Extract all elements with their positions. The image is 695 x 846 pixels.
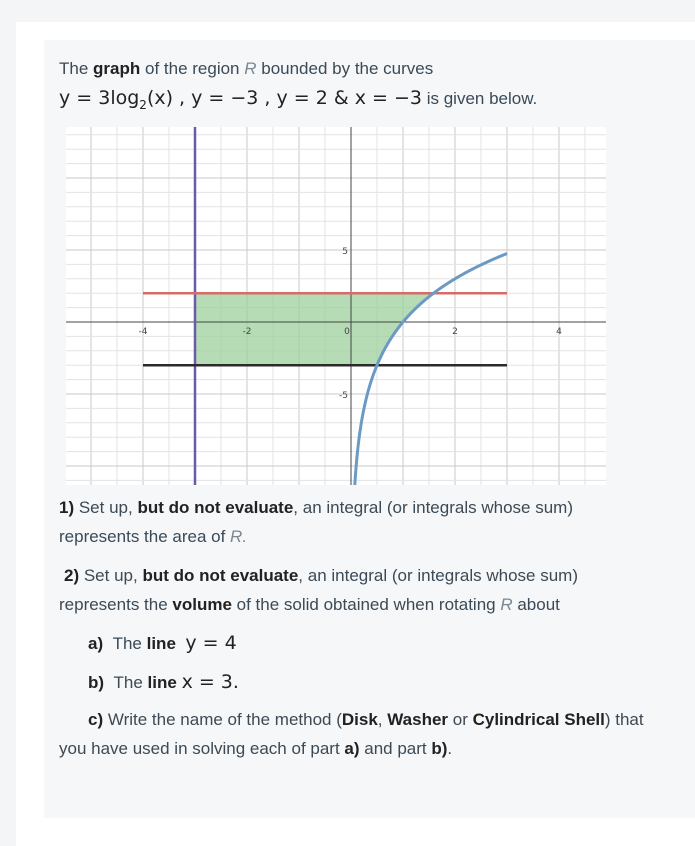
q1-line-1 xyxy=(59,497,573,519)
y-tick-label: 5 xyxy=(342,247,348,257)
intro-text: bounded by the curves xyxy=(256,59,434,78)
method-disk: Disk xyxy=(341,710,378,729)
q2-text: of the solid obtained when rotating xyxy=(231,595,501,614)
q1-text: Set up, xyxy=(74,498,138,517)
q1-text: , an integral (or integrals whose sum) xyxy=(293,498,573,517)
ref-part-b: b) xyxy=(431,739,448,758)
q1-number: 1) xyxy=(59,498,75,517)
part-c-line-2 xyxy=(59,738,452,760)
intro-text: of the region xyxy=(140,59,245,78)
region-symbol: R. xyxy=(230,527,248,546)
curve-eq-part: (x) , y = −3 , y = 2 & x = −3 xyxy=(146,87,422,109)
part-b xyxy=(88,671,239,694)
intro-text: The xyxy=(59,59,94,78)
x-tick-label: 2 xyxy=(452,327,458,337)
part-b-equation: x = 3. xyxy=(181,671,239,693)
part-c-label: c) xyxy=(88,710,104,729)
part-c-text: you have used in solving each of part xyxy=(59,739,345,758)
region-symbol: R xyxy=(500,595,513,614)
part-c-text: . xyxy=(447,739,453,758)
y-tick-label: -5 xyxy=(339,391,348,401)
q1-text: represents the area of xyxy=(59,527,231,546)
part-b-bold: line xyxy=(147,673,177,692)
part-c-text: or xyxy=(448,710,473,729)
method-shell: Cylindrical Shell xyxy=(472,710,605,729)
q2-line-2 xyxy=(59,594,560,616)
method-washer: Washer xyxy=(387,710,449,729)
region-symbol: R xyxy=(244,59,257,78)
q2-text: represents the xyxy=(59,595,173,614)
q2-bold-volume: volume xyxy=(172,595,232,614)
q2-text: about xyxy=(512,595,560,614)
part-b-label: b) xyxy=(88,673,105,692)
q2-line-1 xyxy=(64,565,578,587)
q2-text: Set up, xyxy=(79,566,143,585)
part-c-text: Write the name of the method ( xyxy=(103,710,342,729)
curve-eq-part: y = 3log xyxy=(59,87,140,109)
log-base: 2 xyxy=(139,97,147,112)
intro-bold-graph: graph xyxy=(93,59,141,78)
part-a-bold: line xyxy=(146,634,176,653)
part-c-text: , xyxy=(377,710,388,729)
x-tick-label: 0 xyxy=(344,327,350,337)
x-tick-label: -4 xyxy=(138,327,148,337)
x-tick-label: 4 xyxy=(556,327,562,337)
q2-text: , an integral (or integrals whose sum) xyxy=(298,566,578,585)
ref-part-a: a) xyxy=(344,739,360,758)
x-tick-label: -2 xyxy=(242,327,252,337)
q2-bold: but do not evaluate xyxy=(142,566,299,585)
intro-line-1 xyxy=(59,58,433,80)
q1-line-2 xyxy=(59,526,247,548)
part-a-text: The xyxy=(112,634,147,653)
part-c-line-1 xyxy=(88,709,644,731)
intro-text: is given below. xyxy=(421,89,538,108)
q2-number: 2) xyxy=(64,566,80,585)
part-c-text: ) that xyxy=(604,710,644,729)
part-a-label: a) xyxy=(88,634,104,653)
part-b-text: The xyxy=(113,673,148,692)
part-a-equation: y = 4 xyxy=(185,632,237,654)
region-graph xyxy=(66,127,606,485)
q1-bold: but do not evaluate xyxy=(137,498,294,517)
part-a xyxy=(88,632,237,655)
part-c-text: and part xyxy=(359,739,432,758)
curves-equations xyxy=(59,87,422,112)
intro-line-2 xyxy=(59,87,537,116)
